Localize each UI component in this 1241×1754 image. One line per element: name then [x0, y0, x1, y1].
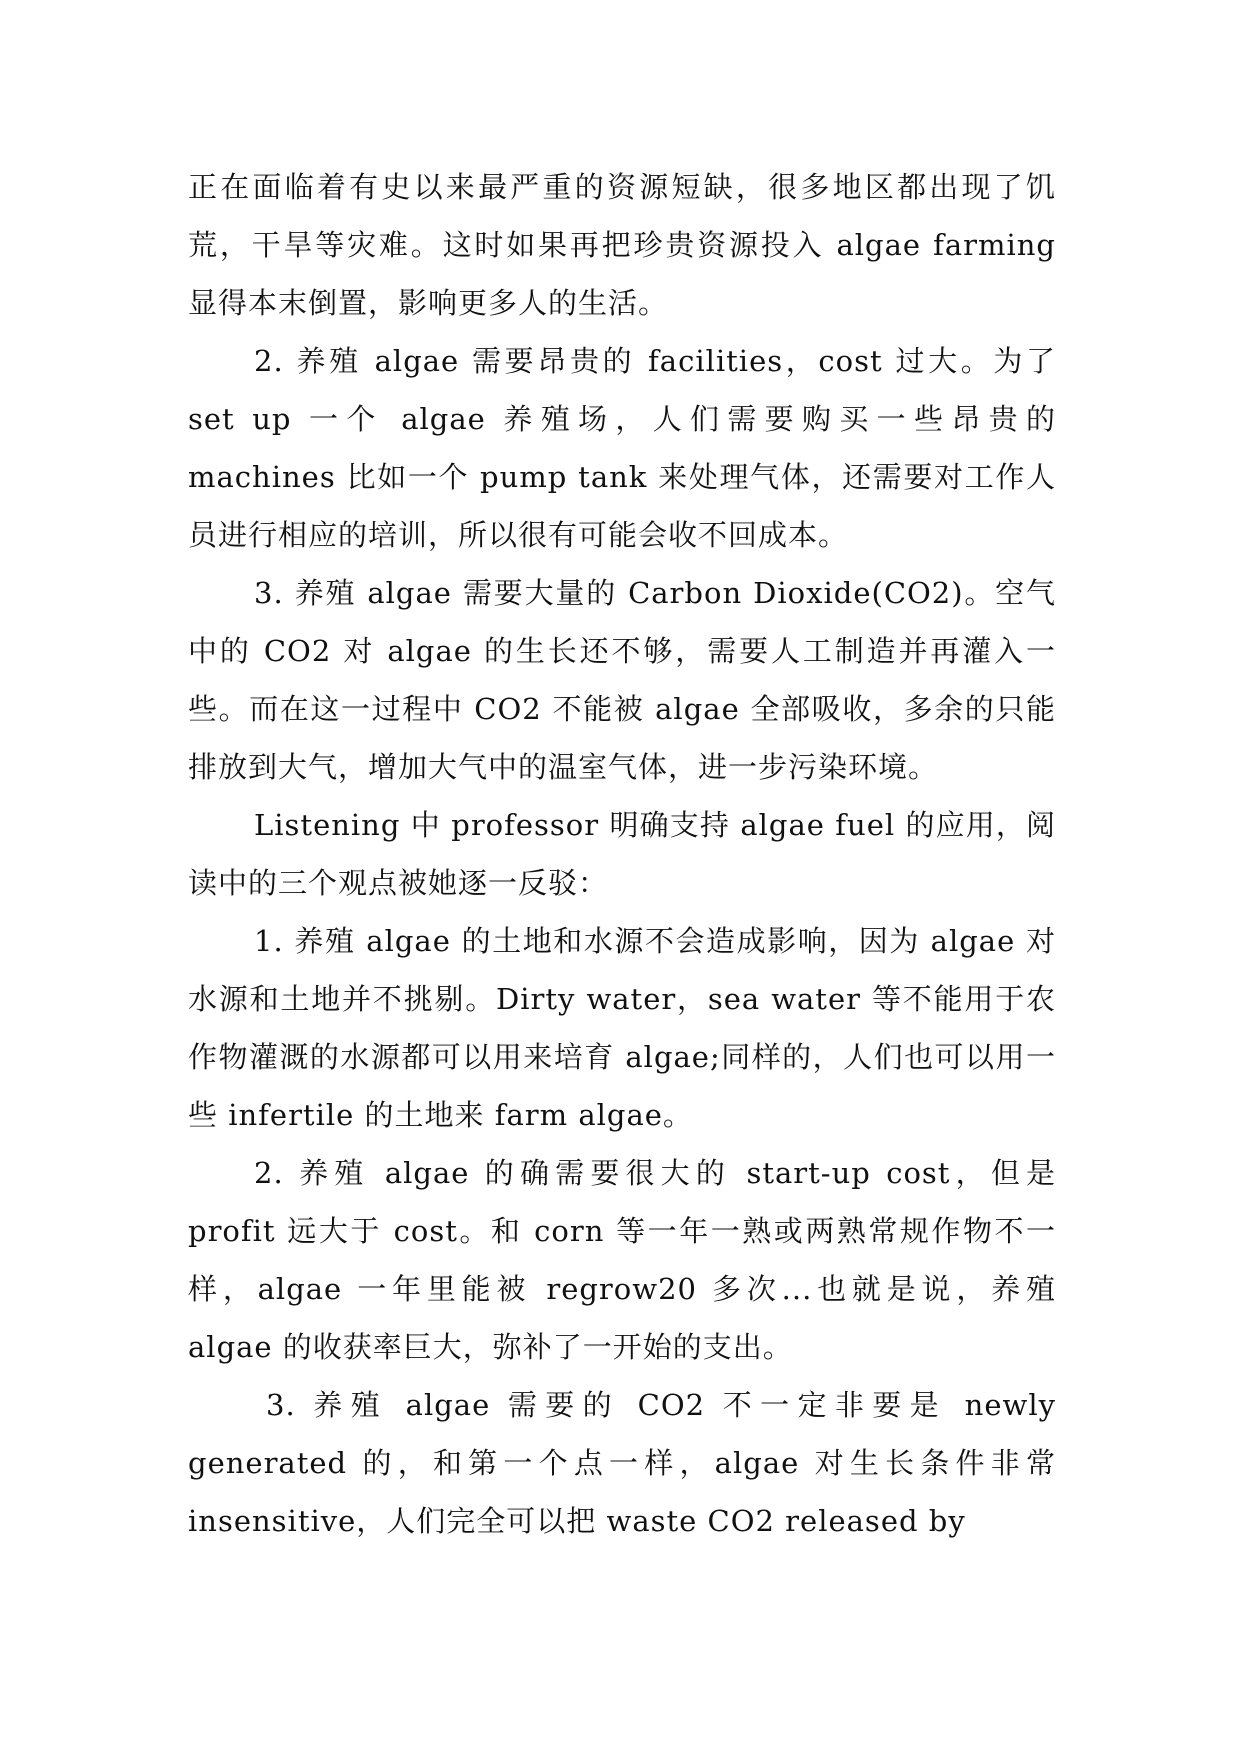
document-body [188, 158, 1056, 1550]
paragraph-listening-intro: Listening 中 professor 明确支持 algae fuel 的应用，阅读中的三个观点被她逐一反驳： [188, 808, 1056, 900]
paragraph-resource-shortage: 正在面临着有史以来最严重的资源短缺，很多地区都出现了饥荒，干旱等灾难。这时如果再把珍贵资源投入 algae farming 显得本末倒置，影响更多人的生活。 [188, 170, 1056, 320]
paragraph-reading-point-2: 2. 养殖 algae 需要昂贵的 facilities，cost 过大。为了 set up 一个 algae 养殖场，人们需要购买一些昂贵的 machines 比如一个 pump tank 来处理气体，还需要对工作人员进行相应的培训，所以很有可能会收不回成本。 [188, 344, 1056, 552]
paragraph-rebuttal-2: 2. 养殖 algae 的确需要很大的 start-up cost，但是 profit 远大于 cost。和 corn 等一年一熟或两熟常规作物不一样，algae 一年里能被 regrow20 多次...也就是说，养殖 algae 的收获率巨大，弥补了一开始的支出。 [188, 1156, 1056, 1364]
paragraph-rebuttal-1: 1. 养殖 algae 的土地和水源不会造成影响，因为 algae 对水源和土地并不挑剔。Dirty water，sea water 等不能用于农作物灌溉的水源都可以用来培育 algae;同样的，人们也可以用一些 infertile 的土地来 farm algae。 [188, 924, 1056, 1132]
paragraph-rebuttal-3: 3. 养殖 algae 需要的 CO2 不一定非要是 newly generated 的，和第一个点一样，algae 对生长条件非常 insensitive，人们完全可以把 waste CO2 released by [188, 1388, 1056, 1538]
paragraph-reading-point-3: 3. 养殖 algae 需要大量的 Carbon Dioxide(CO2)。空气中的 CO2 对 algae 的生长还不够，需要人工制造并再灌入一些。而在这一过程中 CO2 不能被 algae 全部吸收，多余的只能排放到大气，增加大气中的温室气体，进一步污染环境。 [188, 576, 1056, 784]
